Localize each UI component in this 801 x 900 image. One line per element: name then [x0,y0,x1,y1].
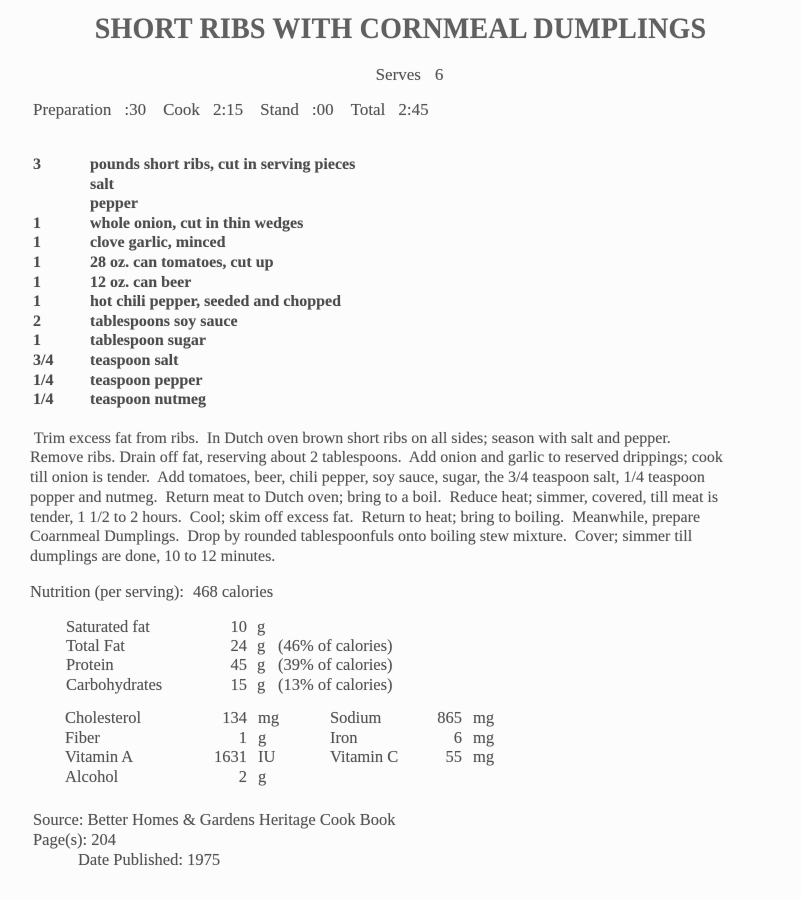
nutrient-name: Cholesterol [65,708,142,728]
micro-nutrient-row [0,767,801,787]
ingredient-row [33,194,801,214]
time-pair [260,100,333,120]
nutrient-name: Vitamin C [330,747,399,767]
nutrition-header-label: Nutrition (per serving): [30,581,184,601]
ingredient-name: tablespoons soy sauce [90,312,238,330]
nutrient-name: Saturated fat [66,616,150,636]
nutrient-unit: mg [473,727,495,747]
time-value: :30 [124,100,147,119]
time-value: :00 [311,100,334,119]
ingredient-amount: 1 [33,234,41,252]
time-pair [33,100,146,120]
nutrient-percent [277,617,801,636]
time-pair [163,100,243,120]
ingredient-amount [33,194,90,214]
ingredient-amount: 2 [33,312,41,330]
nutrient-value: 1631 [214,747,247,767]
nutrient-name: Protein [66,655,114,675]
nutrient-unit [462,767,502,787]
nutrition-header [30,582,801,602]
nutrient-value: 10 [230,616,247,636]
nutrient-name: Alcohol [65,767,119,787]
nutrient-name: Iron [330,727,358,747]
ingredient-name: clove garlic, minced [90,234,226,252]
nutrient-value [402,767,462,787]
nutrient-value: 2 [238,767,247,787]
nutrient-unit: mg [473,708,495,728]
ingredient-row [33,351,801,371]
ingredient-amount: 1 [33,332,41,350]
nutrient-value: 6 [453,727,462,747]
ingredient-amount: 1 [33,253,41,271]
nutrient-unit: IU [258,747,276,767]
ingredient-row [33,273,801,293]
nutrient-unit: g [258,727,267,747]
ingredient-name: salt [90,175,114,193]
nutrient-name: Sodium [330,708,382,728]
nutrient-value: 24 [230,636,247,656]
ingredient-row [33,214,801,234]
pages-line: Page(s): 204 [33,829,116,849]
time-value: 2:45 [398,100,429,119]
micro-nutrient-row [0,728,801,748]
time-label: Total [350,100,386,119]
macro-nutrient-row [0,636,801,655]
ingredient-row [33,371,801,391]
nutrient-name [330,767,402,787]
nutrient-percent: (46% of calories) [278,636,393,656]
nutrient-value: 1 [238,727,247,747]
ingredient-name: pepper [90,195,138,213]
directions-line: tender, 1 1/2 to 2 hours. Cool; skim off excess fat. Return to heat; bring to boiling. Meanwhile, prepare [30,508,701,526]
ingredient-amount: 1 [33,214,41,232]
time-label: Stand [260,100,299,119]
ingredient-name: pounds short ribs, cut in serving pieces [90,156,356,173]
micro-nutrient-row [0,708,801,728]
ingredient-row [33,233,801,253]
recipe-title: SHORT RIBS WITH CORNMEAL DUMPLINGS [94,12,707,46]
time-label: Cook [163,100,200,119]
nutrient-name: Carbohydrates [66,674,163,694]
nutrient-value: 55 [445,747,462,767]
ingredient-amount: 3/4 [33,351,54,369]
date-published-line: Date Published: 1975 [78,849,221,869]
nutrient-unit: g [257,674,266,694]
macro-nutrient-row [0,675,801,694]
ingredient-amount: 1/4 [33,371,54,389]
nutrition-calories: 468 calories [192,581,274,601]
nutrient-percent: (13% of calories) [278,674,393,694]
nutrient-name: Fiber [65,727,100,747]
ingredient-name: tablespoon sugar [90,332,207,350]
ingredient-row [33,175,801,195]
directions-line: Remove ribs. Drain off fat, reserving about 2 tablespoons. Add onion and garlic to reserved drippings; cook [30,449,723,467]
ingredient-amount [33,175,90,195]
macro-nutrient-row [0,655,801,674]
nutrient-unit: g [257,616,266,636]
times-line [33,100,801,120]
nutrient-unit: mg [473,747,495,767]
source-block [33,810,801,870]
nutrient-unit: mg [258,708,280,728]
ingredient-row [33,155,801,175]
micro-nutrient-row [0,747,801,767]
ingredient-name: whole onion, cut in thin wedges [90,214,304,232]
ingredient-name: 28 oz. can tomatoes, cut up [90,253,274,271]
ingredient-row [33,292,801,312]
nutrient-percent: (39% of calories) [278,655,393,675]
directions-line: Trim excess fat from ribs. In Dutch oven brown short ribs on all sides; season with salt and pepper. [30,429,671,447]
nutrient-unit: g [258,767,267,787]
directions-line: popper and nutmeg. Return meat to Dutch oven; bring to a boil. Reduce heat; simmer, covered, till meat is [30,488,719,506]
directions-paragraph [30,429,801,567]
ingredient-row [33,253,801,273]
ingredient-row [33,331,801,351]
micro-nutrients-table [0,708,801,786]
nutrient-unit: g [257,655,266,675]
serves-line [0,65,801,85]
directions-line: till onion is tender. Add tomatoes, beer, chili pepper, soy sauce, sugar, the 3/4 teaspoon salt, 1/4 teaspoon [30,469,705,487]
nutrient-unit: g [257,636,266,656]
directions-line: dumplings are done, 10 to 12 minutes. [30,547,276,565]
time-label: Preparation [33,100,112,119]
ingredients-list [33,155,801,410]
ingredient-name: hot chili pepper, seeded and chopped [90,293,342,311]
time-value: 2:15 [212,100,244,119]
ingredient-row [33,390,801,410]
nutrient-value: 134 [222,708,247,728]
ingredient-amount: 3 [33,156,41,173]
nutrient-value: 45 [230,655,247,675]
nutrient-value: 15 [230,674,247,694]
serves-value: 6 [434,65,444,84]
macro-nutrients-table [0,617,801,695]
ingredient-row [33,312,801,332]
nutrient-name: Total Fat [66,636,125,656]
directions-line: Coarnmeal Dumplings. Drop by rounded tablespoonfuls onto boiling stew mixture. Cover; simmer till [30,528,693,546]
ingredient-name: 12 oz. can beer [90,273,192,291]
ingredient-name: teaspoon nutmeg [90,391,207,409]
ingredient-name: teaspoon pepper [90,371,203,389]
ingredient-amount: 1 [33,293,41,311]
macro-nutrient-row [0,617,801,636]
ingredient-name: teaspoon salt [90,351,179,369]
nutrient-value: 865 [437,708,462,728]
source-line: Source: Better Homes & Gardens Heritage Cook Book [33,809,396,829]
nutrient-name: Vitamin A [65,747,134,767]
ingredient-amount: 1 [33,273,41,291]
time-pair [351,100,429,120]
ingredient-amount: 1/4 [33,391,54,409]
serves-label: Serves [375,65,421,84]
